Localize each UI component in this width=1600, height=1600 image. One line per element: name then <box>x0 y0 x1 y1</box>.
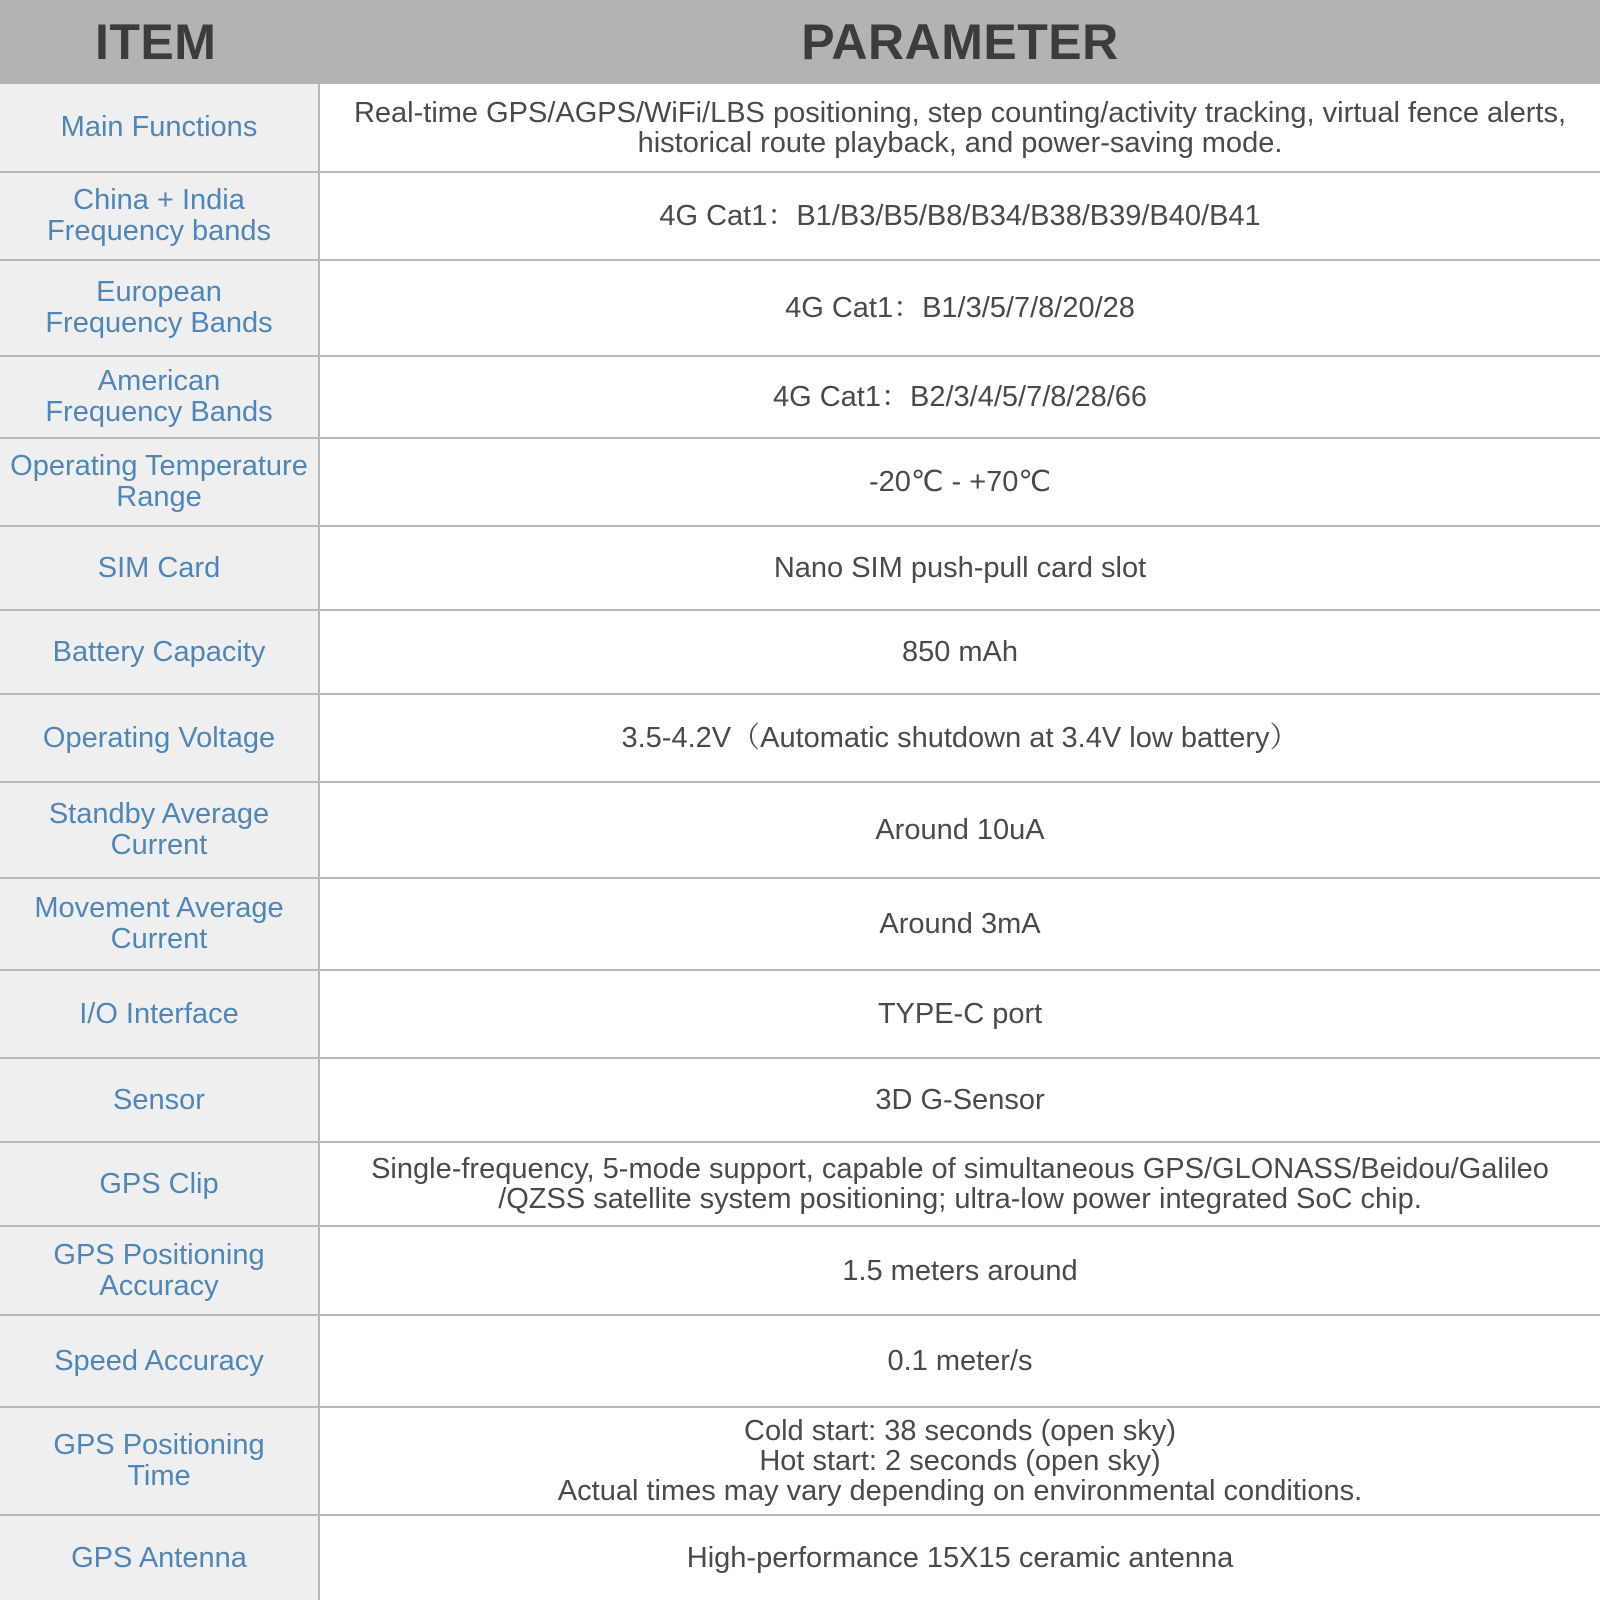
row-item-standby-current: Standby Average Current <box>0 783 320 879</box>
row-param-gps-positioning-time: Cold start: 38 seconds (open sky) Hot start: 2 seconds (open sky) Actual times may vary depending on environmental conditions. <box>320 1408 1600 1516</box>
row-param-battery-capacity: 850 mAh <box>320 611 1600 695</box>
row-param-main-functions: Real-time GPS/AGPS/WiFi/LBS positioning, step counting/activity tracking, virtual fence alerts, historical route playback, and power-saving mode. <box>320 84 1600 173</box>
row-item-operating-temperature: Operating Temperature Range <box>0 439 320 527</box>
row-param-china-india-bands: 4G Cat1：B1/B3/B5/B8/B34/B38/B39/B40/B41 <box>320 173 1600 261</box>
row-param-sensor: 3D G-Sensor <box>320 1059 1600 1143</box>
row-item-main-functions: Main Functions <box>0 84 320 173</box>
row-param-gps-antenna: High-performance 15X15 ceramic antenna <box>320 1516 1600 1600</box>
row-item-io-interface: I/O Interface <box>0 971 320 1059</box>
header-parameter: PARAMETER <box>320 0 1600 84</box>
header-item: ITEM <box>0 0 320 84</box>
row-item-speed-accuracy: Speed Accuracy <box>0 1316 320 1408</box>
row-item-battery-capacity: Battery Capacity <box>0 611 320 695</box>
row-item-sensor: Sensor <box>0 1059 320 1143</box>
row-item-movement-current: Movement Average Current <box>0 879 320 971</box>
row-param-sim-card: Nano SIM push-pull card slot <box>320 527 1600 611</box>
row-item-gps-clip: GPS Clip <box>0 1143 320 1227</box>
row-param-standby-current: Around 10uA <box>320 783 1600 879</box>
row-item-american-bands: American Frequency Bands <box>0 357 320 439</box>
row-param-gps-accuracy: 1.5 meters around <box>320 1227 1600 1316</box>
row-param-io-interface: TYPE-C port <box>320 971 1600 1059</box>
row-item-sim-card: SIM Card <box>0 527 320 611</box>
row-item-china-india-bands: China + India Frequency bands <box>0 173 320 261</box>
row-param-gps-clip: Single-frequency, 5-mode support, capable of simultaneous GPS/GLONASS/Beidou/Galileo /QZSS satellite system positioning; ultra-low power integrated SoC chip. <box>320 1143 1600 1227</box>
row-item-european-bands: European Frequency Bands <box>0 261 320 357</box>
row-param-operating-voltage: 3.5-4.2V（Automatic shutdown at 3.4V low battery） <box>320 695 1600 783</box>
row-param-operating-temperature: -20℃ - +70℃ <box>320 439 1600 527</box>
row-item-operating-voltage: Operating Voltage <box>0 695 320 783</box>
row-param-speed-accuracy: 0.1 meter/s <box>320 1316 1600 1408</box>
row-param-european-bands: 4G Cat1：B1/3/5/7/8/20/28 <box>320 261 1600 357</box>
row-item-gps-positioning-time: GPS Positioning Time <box>0 1408 320 1516</box>
row-item-gps-antenna: GPS Antenna <box>0 1516 320 1600</box>
row-item-gps-accuracy: GPS Positioning Accuracy <box>0 1227 320 1316</box>
row-param-movement-current: Around 3mA <box>320 879 1600 971</box>
row-param-american-bands: 4G Cat1：B2/3/4/5/7/8/28/66 <box>320 357 1600 439</box>
